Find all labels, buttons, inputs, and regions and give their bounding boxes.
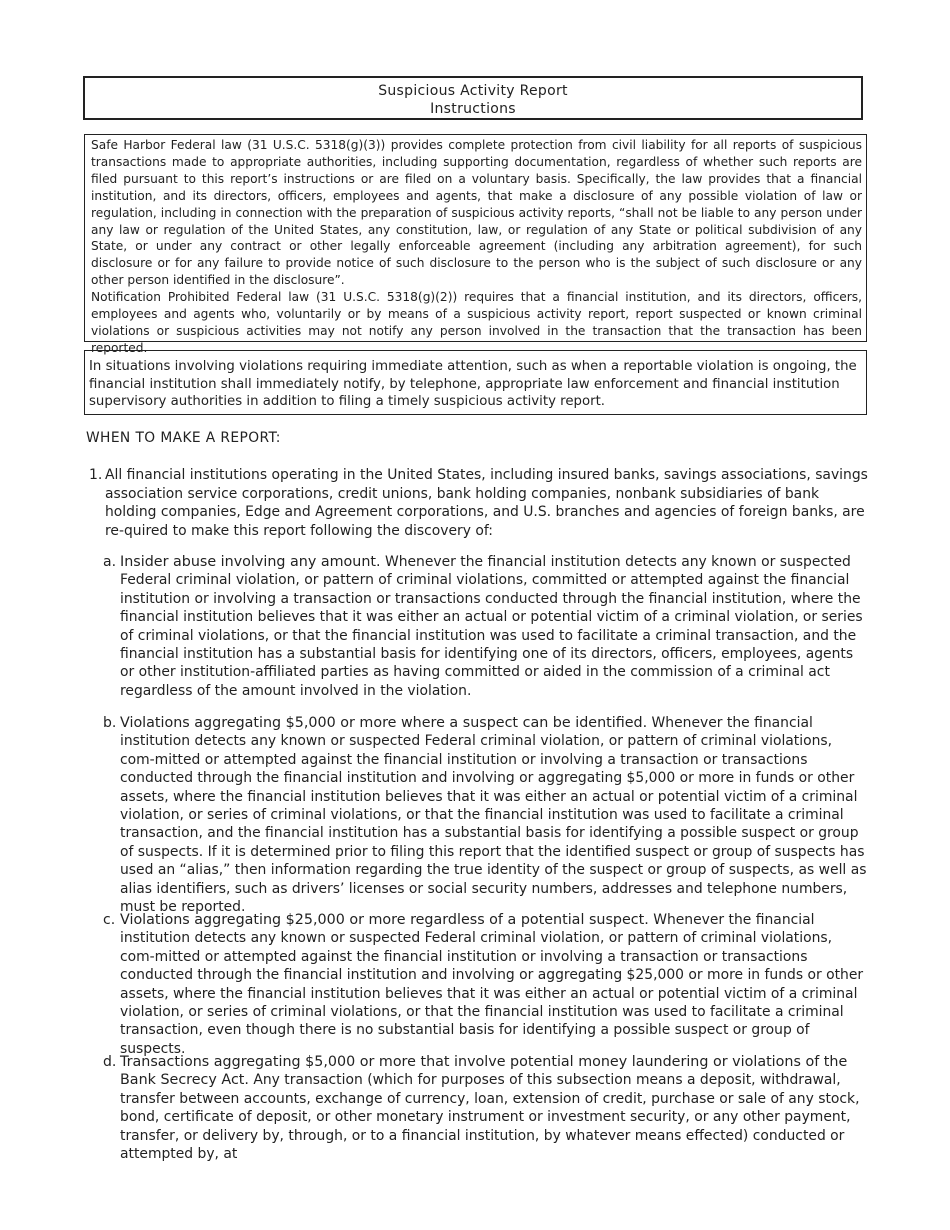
sub-item-text — [120, 553, 868, 700]
sub-item-body: Whenever the financial institution detects any known or suspected Federal criminal violation, or pattern of criminal violations, committed or attempted against the financial institution or involving a transaction or transactions conducted through the financial institution, where the financial institution believes that it was either an actual or potential victim of a criminal violation, or series of criminal violations, or that the financial institution was used to facilitate a criminal transaction, and the financial institution has a substantial basis for identifying one of its directors, officers, employees, agents or other institution-affiliated parties as having committed or aided in the commission of a criminal act regardless of the amount involved in the violation. — [120, 554, 863, 699]
title-box — [83, 76, 863, 120]
notification-paragraph — [91, 289, 862, 357]
section-heading: WHEN TO MAKE A REPORT: — [86, 430, 281, 446]
sub-item-a — [103, 553, 868, 700]
sub-item-text — [120, 714, 868, 916]
title-line-1: Suspicious Activity Report — [378, 83, 568, 99]
sub-item-lead: Violations aggregating $25,000 or more regardless of a potential suspect. — [120, 912, 649, 928]
sub-item-lead: Violations aggregating $5,000 or more where a suspect can be identified. — [120, 715, 648, 731]
sub-item-lead: Insider abuse involving any amount. — [120, 554, 381, 570]
safe-harbor-box — [84, 134, 867, 355]
immediate-notice-text: In situations involving violations requiring immediate attention, such as when a reportable violation is ongoing, the financial institution shall immediately notify, by telephone, appropriate law enforcement and financial institution supervisory authorities in addition to filing a timely suspicious activity report. — [89, 359, 857, 410]
list-item-text: All financial institutions operating in the United States, including insured banks, savings associations, savings association service corporations, credit unions, bank holding companies, nonbank subsidiaries of bank holding companies, Edge and Agreement corporations, and U.S. branches and agencies of foreign banks, are re-quired to make this report following the discovery of: — [105, 467, 868, 539]
notification-text: Federal law (31 U.S.C. 5318(g)(2)) requires that a financial institution, and its directors, officers, employees and agents who, voluntarily or by means of a suspicious activity report, report suspected or known criminal violations or suspicious activities may not notify any person involved in the transaction that the transaction has been reported. — [91, 290, 862, 355]
list-item-1 — [89, 466, 869, 540]
sub-item-letter: c. — [103, 912, 116, 928]
sub-item-lead: Transactions aggregating $5,000 or more that involve potential money laundering or violations of the Bank Secrecy Act. — [120, 1054, 848, 1089]
sub-item-text — [120, 1053, 868, 1163]
sub-item-body: Whenever the financial institution detects any known or suspected Federal criminal violation, or pattern of criminal violations, com-mitted or attempted against the financial institution or involving a transaction or transactions conducted through the financial institution and involving or aggregating $5,000 or more in funds or other assets, where the financial institution believes that it was either an actual or potential victim of a criminal violation, or series of criminal violations, or that the financial institution was used to facilitate a criminal transaction, and the financial institution has a substantial basis for identifying a possible suspect or group of suspects. If it is determined prior to filing this report that the identified suspect or group of suspects has used an “alias,” then information regarding the true identity of the suspect or group of suspects, as well as alias identifiers, such as drivers’ licenses or social security numbers, addresses and telephone numbers, must be reported. — [120, 715, 867, 916]
title-line-2: Instructions — [430, 101, 516, 117]
sub-item-letter: d. — [103, 1054, 117, 1070]
sub-item-d — [103, 1053, 868, 1163]
sub-item-text — [120, 911, 868, 1058]
sub-item-body: Any transaction (which for purposes of this subsection means a deposit, withdrawal, transfer between accounts, exchange of currency, loan, extension of credit, purchase or sale of any stock, bond, certificate of deposit, or other monetary instrument or investment security, or any other payment, transfer, or delivery by, through, or to a financial institution, by whatever means effected) conducted or attempted by, at — [120, 1072, 860, 1163]
safe-harbor-label: Safe Harbor — [91, 138, 166, 152]
safe-harbor-text: Federal law (31 U.S.C. 5318(g)(3)) provides complete protection from civil liability for all reports of suspicious transactions made to appropriate authorities, including supporting documentation, regardless of whether such reports are filed pursuant to this report’s instructions or are filed on a voluntary basis. Specifically, the law provides that a financial institution, and its directors, officers, employees and agents, that make a disclosure of any possible violation of law or regulation, including in connection with the preparation of suspicious activity reports, “shall not be liable to any person under any law or regulation of the United States, any constitution, law, or regulation of any State or political subdivision of any State, or under any contract or other legally enforceable agreement (including any arbitration agreement), for such disclosure or for any failure to provide notice of such disclosure to the person who is the subject of such disclosure or any other person identified in the disclosure”. — [91, 138, 862, 288]
notification-label: Notification Prohibited — [91, 290, 230, 305]
immediate-notice-box — [84, 350, 867, 415]
sub-item-letter: a. — [103, 554, 117, 570]
sub-item-c — [103, 911, 868, 1058]
safe-harbor-paragraph — [91, 137, 862, 289]
sub-item-body: Whenever the financial institution detects any known or suspected Federal criminal violation, or pattern of criminal violations, com-mitted or attempted against the financial institution or involving a transaction or transactions conducted through the financial institution and involving or aggregating $25,000 or more in funds or other assets, where the financial institution believes that it was either an actual or potential victim of a criminal violation, or series of criminal violations, or that the financial institution was used to facilitate a criminal transaction, even though there is no substantial basis for identifying a possible suspect or group of suspects. — [120, 912, 864, 1057]
sub-item-b — [103, 714, 868, 916]
list-number: 1. — [89, 467, 103, 483]
sub-item-letter: b. — [103, 715, 117, 731]
